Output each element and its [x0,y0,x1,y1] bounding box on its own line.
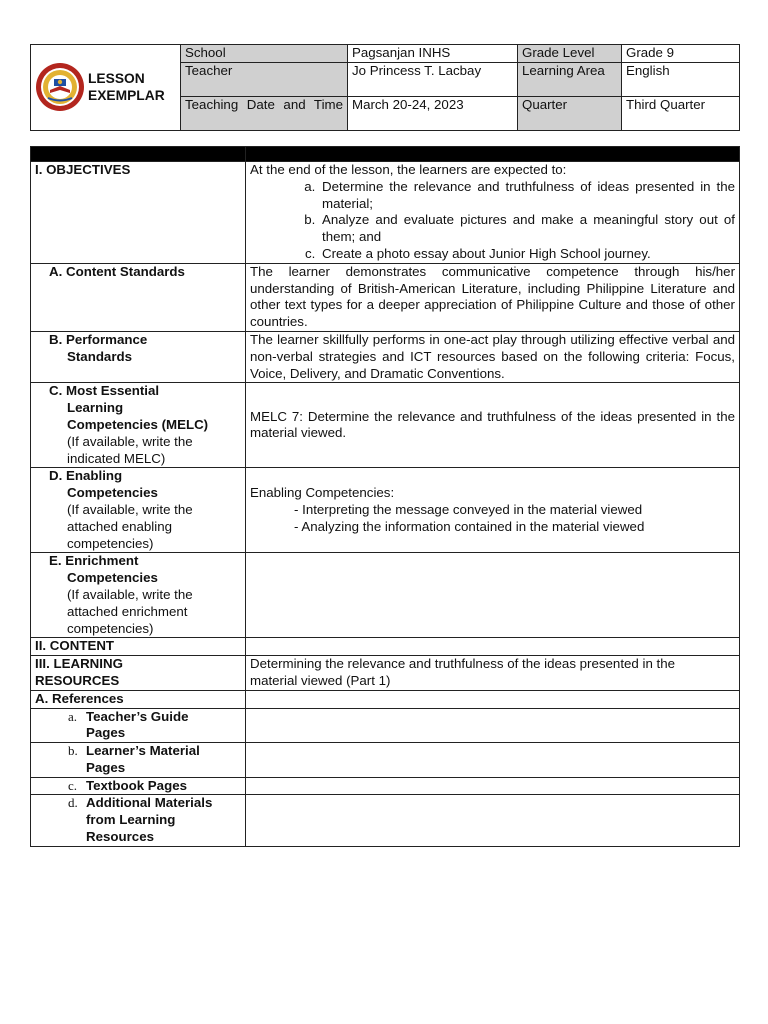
teacher-value: Jo Princess T. Lacbay [348,62,518,96]
reference-label-additional-materials [31,795,246,846]
school-value: Pagsanjan INHS [348,45,518,63]
enabling-note-line3: competencies) [67,535,154,551]
enabling-item: - Analyzing the information contained in the material viewed [294,518,645,534]
reference-letter: d. [68,795,78,811]
content-value [246,638,740,656]
learning-resources-label-line1: III. LEARNING [35,656,123,672]
content-standards-text: The learner demonstrates communicative competence through his/her understanding of British-American Literature, including Philippine Literature and other text types for a deeper appreciation of Philippine Culture and those of other countries. [246,263,740,331]
banner-right [246,147,740,162]
title-line2: EXEMPLAR [88,88,165,104]
reference-label-learners-material [31,743,246,778]
enrichment-note-line3: competencies) [67,620,154,636]
references-value [246,690,740,708]
learning-area-label: Learning Area [518,62,622,96]
title-line1: LESSON [88,71,145,87]
enabling-note-line2: attached enabling [67,518,172,534]
enabling-heading: Enabling Competencies: [250,485,395,501]
melc-note-line2: indicated MELC) [67,450,166,466]
reference-row-teachers-guide [31,708,740,743]
reference-row-additional-materials [31,795,740,846]
deped-seal-icon [35,62,85,112]
reference-row-textbook [31,777,740,795]
objective-item: b. Analyze and evaluate pictures and make a meaningful story out of them; and [319,212,735,246]
teaching-date-value: March 20-24, 2023 [348,96,518,130]
header-table [30,44,740,131]
objectives-list [250,179,735,263]
melc-text: MELC 7: Determine the relevance and truthfulness of the ideas presented in the material viewed. [246,383,740,468]
enrichment-note-line1: (If available, write the [67,586,193,602]
reference-line1: Textbook Pages [86,777,187,793]
enrichment-label-line2: Competencies [67,570,158,586]
performance-label-line2: Standards [67,348,133,364]
learning-resources-label [31,656,246,691]
grade-level-label: Grade Level [518,45,622,63]
objective-item: a. Determine the relevance and truthfulness of ideas presented in the material; [319,179,735,213]
enrichment-row [31,553,740,638]
reference-line2: from Learning [86,812,176,828]
black-banner-row [31,147,740,162]
objectives-row [31,162,740,264]
objectives-content [246,162,740,264]
content-standards-row [31,263,740,331]
quarter-label: Quarter [518,96,622,130]
enrichment-label [31,553,246,638]
references-label: A. References [31,690,246,708]
banner-left [31,147,246,162]
teaching-date-label [181,96,348,130]
reference-value-additional-materials [246,795,740,846]
quarter-value: Third Quarter [622,96,740,130]
enabling-label-line2: Competencies [67,485,158,501]
enabling-note-line1: (If available, write the [67,501,193,517]
enrichment-note-line2: attached enrichment [67,603,188,619]
reference-value-textbook [246,777,740,795]
reference-label-teachers-guide [31,708,246,743]
reference-label-textbook [31,777,246,795]
logo-cell [31,45,181,131]
objectives-intro: At the end of the lesson, the learners are expected to: [250,162,567,177]
learning-resources-row [31,656,740,691]
performance-label-line1: B. Performance [49,331,148,347]
reference-row-learners-material [31,743,740,778]
reference-line2: Pages [86,725,126,741]
enabling-label-line1: D. Enabling [49,468,123,484]
enabling-content [246,468,740,553]
content-standards-label: A. Content Standards [31,263,246,331]
lesson-table [30,146,740,847]
grade-level-value: Grade 9 [622,45,740,63]
enrichment-label-line1: E. Enrichment [49,553,139,569]
learning-resources-text [246,656,740,691]
objective-item: c. Create a photo essay about Junior High School journey. [319,246,735,263]
enrichment-content [246,553,740,638]
melc-label-line2: Learning [67,400,124,416]
teaching-date-text: Teaching Date and Time [185,96,343,112]
content-label: II. CONTENT [31,638,246,656]
melc-note-line1: (If available, write the [67,433,193,449]
reference-value-learners-material [246,743,740,778]
learning-resources-label-line2: RESOURCES [35,672,120,688]
enabling-item: - Interpreting the message conveyed in the material viewed [294,501,643,517]
reference-line3: Resources [86,829,154,845]
content-row [31,638,740,656]
melc-row [31,383,740,468]
reference-letter: c. [68,777,78,793]
learning-area-value: English [622,62,740,96]
learning-resources-line2: material viewed (Part 1) [250,672,391,688]
melc-label [31,383,246,468]
reference-line1: Learner’s Material [86,743,200,759]
melc-label-line1: C. Most Essential [49,383,160,399]
reference-letter: b. [68,743,78,759]
references-row [31,690,740,708]
learning-resources-line1: Determining the relevance and truthfulness of the ideas presented in the [250,656,676,672]
reference-line1: Teacher’s Guide [86,708,189,724]
enabling-label [31,468,246,553]
performance-standards-row [31,331,740,382]
reference-line2: Pages [86,759,126,775]
school-label: School [181,45,348,63]
reference-line1: Additional Materials [86,795,213,811]
reference-value-teachers-guide [246,708,740,743]
enabling-row [31,468,740,553]
melc-label-line3: Competencies (MELC) [67,416,209,432]
reference-letter: a. [68,708,78,724]
objectives-label: I. OBJECTIVES [31,162,246,264]
performance-standards-label [31,331,246,382]
lesson-exemplar-title [88,70,165,104]
performance-standards-text: The learner skillfully performs in one-act play through utilizing effective verbal and non-verbal strategies and ICT resources based on the following criteria: Focus, Voice, Delivery, and Dramatic Conventions. [246,331,740,382]
teacher-label: Teacher [181,62,348,96]
